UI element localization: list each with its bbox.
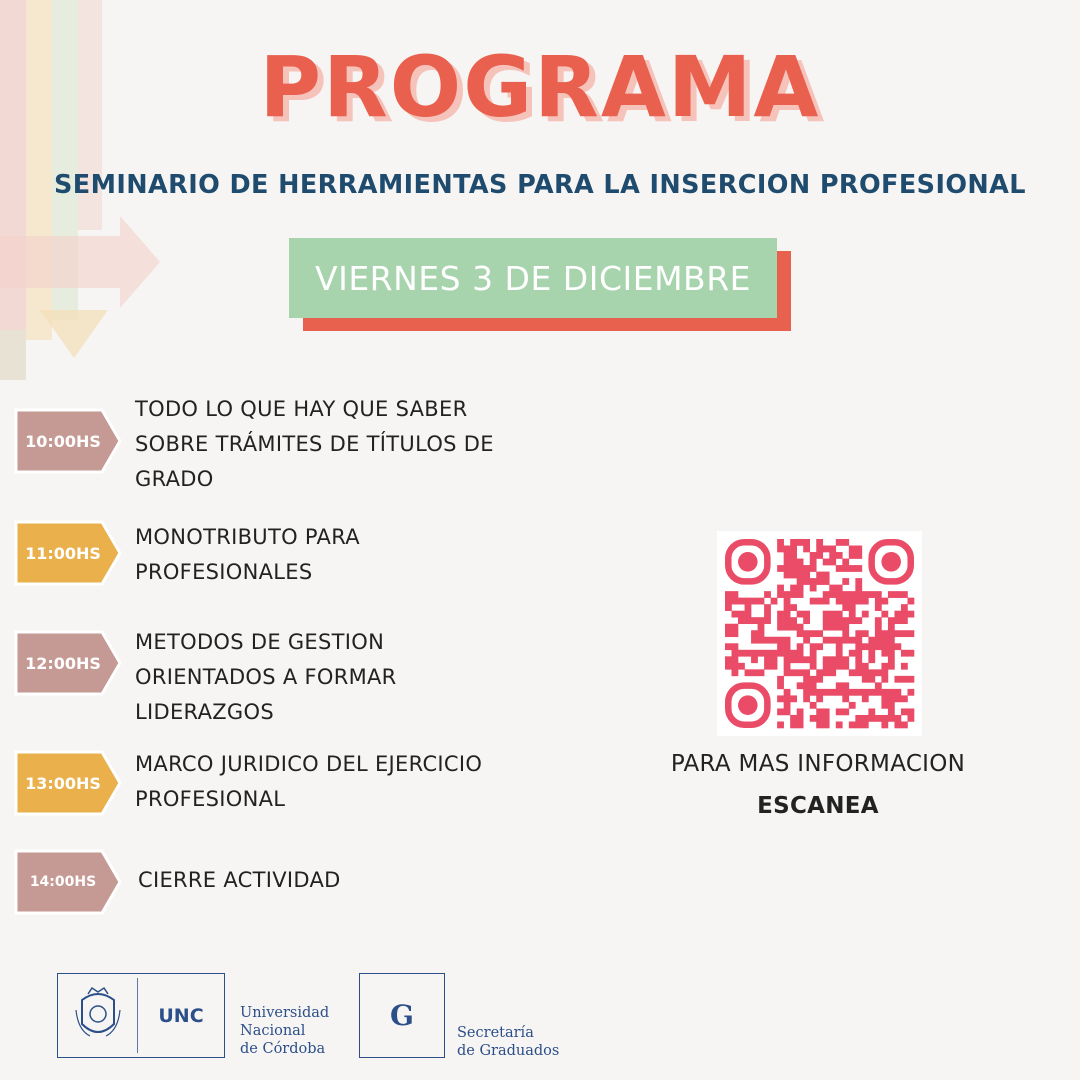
time-badge <box>14 520 124 586</box>
unc-logo <box>57 973 225 1058</box>
session-title <box>135 747 575 817</box>
seminar-subtitle: SEMINARIO DE HERRAMIENTAS PARA LA INSERCION PROFESIONAL <box>54 170 1026 200</box>
qr-code-image <box>717 531 922 736</box>
qr-finder-pattern <box>728 686 767 725</box>
time-badge <box>14 630 124 696</box>
unc-name <box>240 1004 329 1058</box>
session-line: MONOTRIBUTO PARA <box>135 525 360 549</box>
session-line: MARCO JURIDICO DEL EJERCICIO <box>135 752 483 776</box>
qr-finder-pattern <box>728 542 767 581</box>
date-banner <box>289 238 777 318</box>
qr-caption: PARA MAS INFORMACION <box>670 751 966 777</box>
session-title <box>135 625 575 730</box>
time-label: 12:00HS <box>25 653 101 673</box>
secretaria-letter: G <box>390 999 414 1032</box>
time-label: 14:00HS <box>29 874 97 890</box>
secretaria-name-line: de Graduados <box>457 1043 560 1059</box>
time-label: 13:00HS <box>25 773 101 793</box>
unc-abbreviation: UNC <box>158 1004 204 1027</box>
session-line: PROFESIONALES <box>135 560 313 584</box>
time-label: 10:00HS <box>25 431 101 451</box>
time-label: 11:00HS <box>25 543 101 563</box>
qr-call-to-action: ESCANEA <box>757 793 879 819</box>
qr-code[interactable] <box>717 531 922 736</box>
session-line: LIDERAZGOS <box>135 700 274 724</box>
unc-name-line: de Córdoba <box>240 1041 326 1057</box>
session-title <box>138 863 578 898</box>
session-line: GRADO <box>135 467 214 491</box>
session-title <box>135 392 575 497</box>
secretaria-name <box>457 1024 559 1060</box>
time-badge <box>14 849 124 915</box>
time-badge <box>14 408 124 474</box>
session-line: ORIENTADOS A FORMAR <box>135 665 397 689</box>
unc-crest-icon <box>58 974 138 1057</box>
time-badge <box>14 750 124 816</box>
session-line: METODOS DE GESTION <box>135 630 385 654</box>
session-line: SOBRE TRÁMITES DE TÍTULOS DE <box>135 432 494 456</box>
session-line: TODO LO QUE HAY QUE SABER <box>135 397 468 421</box>
session-line: PROFESIONAL <box>135 787 286 811</box>
secretaria-logo <box>359 973 445 1058</box>
date-text: VIERNES 3 DE DICIEMBRE <box>315 258 751 298</box>
session-title <box>135 520 575 590</box>
page-title: PROGRAMA <box>259 38 821 136</box>
unc-name-line: Universidad <box>240 1005 330 1021</box>
unc-name-line: Nacional <box>240 1023 306 1039</box>
qr-finder-pattern <box>872 542 911 581</box>
session-line: CIERRE ACTIVIDAD <box>138 868 341 892</box>
secretaria-name-line: Secretaría <box>457 1025 534 1041</box>
